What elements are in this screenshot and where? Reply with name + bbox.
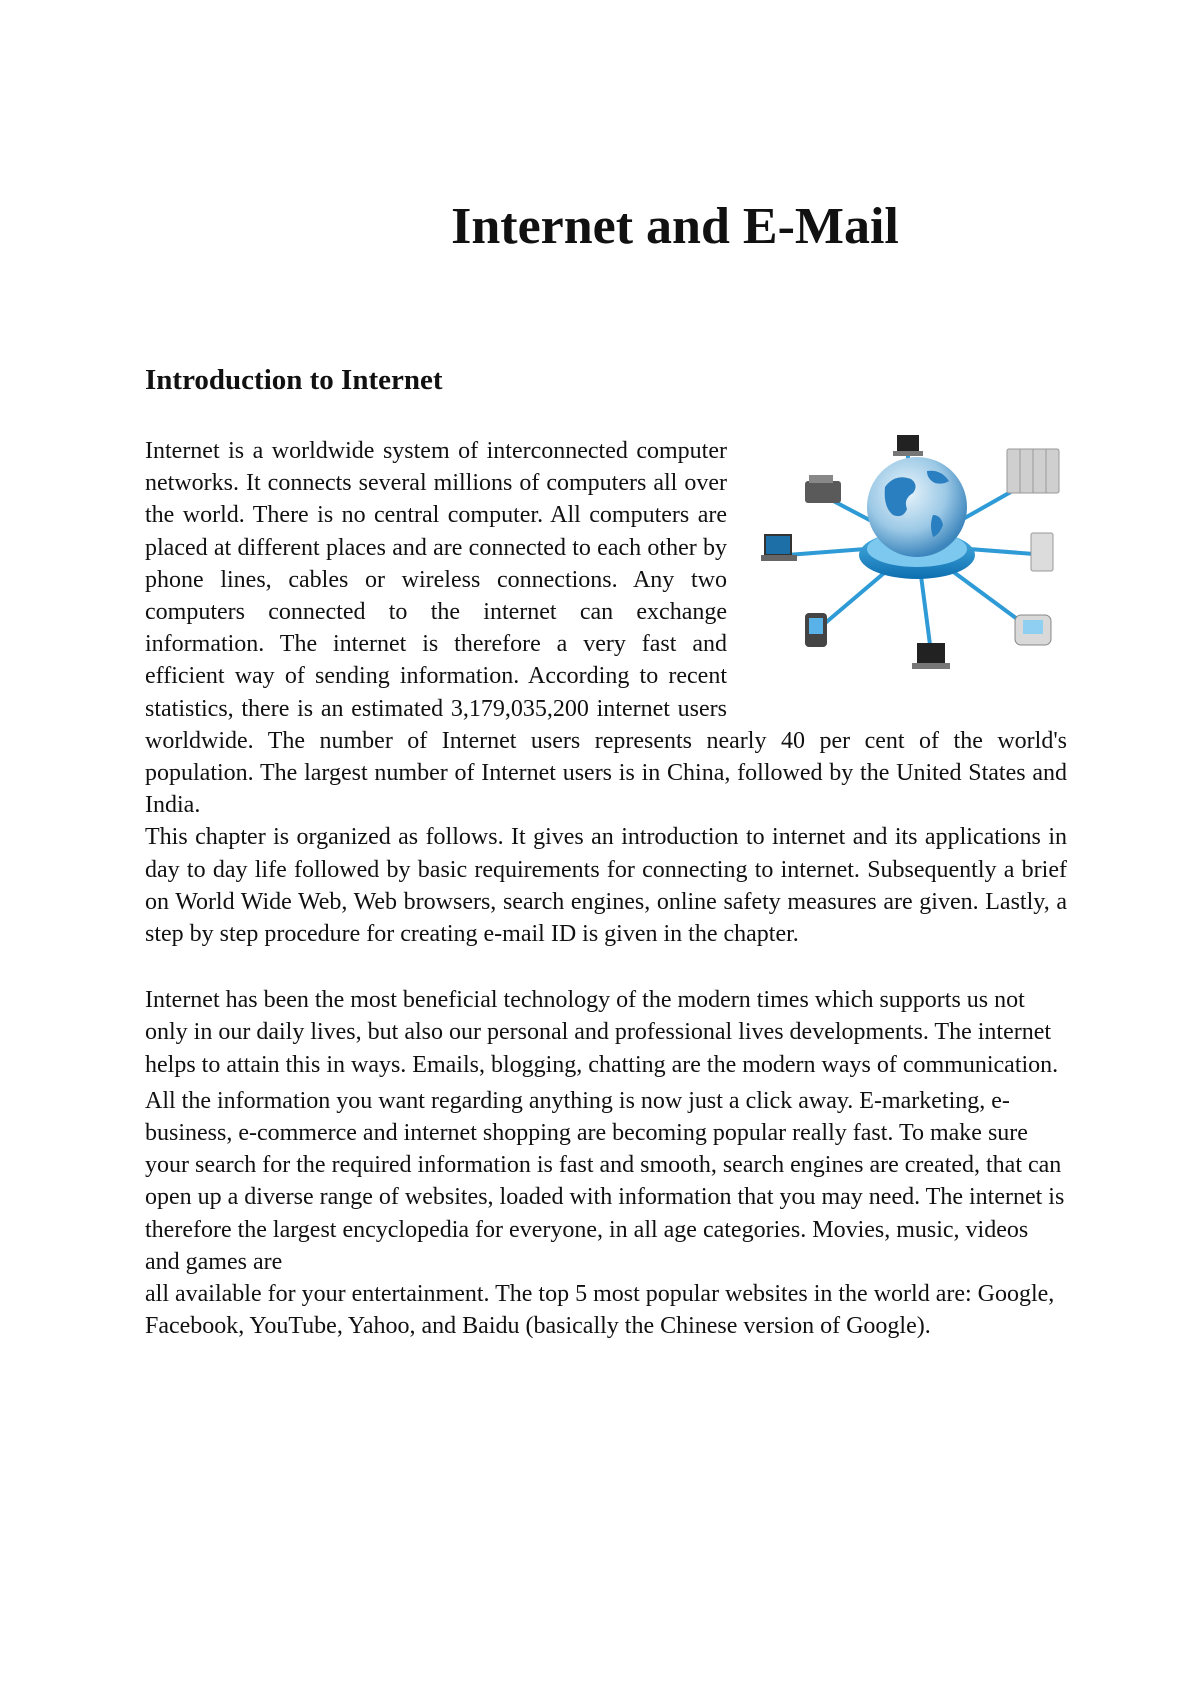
printer-paper (809, 475, 833, 483)
paragraph-2: This chapter is organized as follows. It gives an introduction to internet and its applications in day to day life followed by basic requirements for connecting to internet. Subsequently a brief on World Wide Web, Web browsers, search engines, online safety measures are given. Lastly, a step by step procedure for creating e-mail ID is given in the chapter. (145, 824, 1067, 948)
pda-screen (1023, 620, 1043, 634)
body-text (145, 435, 1067, 1342)
printer-icon (805, 481, 841, 503)
paragraph-4: All the information you want regarding anything is now just a click away. E-marketing, e-business, e-commerce and internet shopping are becoming popular really fast. To make sure your search for the required information is fast and smooth, search engines are created, that can open up a diverse range of websites, loaded with information that you may need. The internet is therefore the largest encyclopedia for everyone, in all age categories. Movies, music, videos and games are (145, 1087, 1065, 1275)
network-globe-image (757, 435, 1067, 693)
laptop-icon (897, 435, 919, 451)
page-title: Internet and E-Mail (451, 198, 899, 255)
paragraph-3: Internet has been the most beneficial technology of the modern times which supports us not only in our daily lives, but also our personal and professional lives developments. The internet helps to attain this in ways. Emails, blogging, chatting are the modern ways of communication. (145, 987, 1059, 1078)
section-heading: Introduction to Internet (145, 364, 443, 396)
phone-screen (809, 618, 823, 634)
laptop-bottom-base (912, 663, 950, 669)
network-globe-illustration (757, 435, 1067, 693)
paragraph-gap (145, 950, 1067, 984)
desktop-tower-icon (1031, 533, 1053, 571)
globe (867, 457, 967, 557)
laptop-bottom-icon (917, 643, 945, 663)
laptop-left-icon (765, 535, 791, 555)
paragraph-5: all available for your entertainment. The top 5 most popular websites in the world are: Google, Facebook, YouTube, Yahoo, and Baidu (basically the Chinese version of Google). (145, 1281, 1055, 1340)
laptop-left-base (761, 555, 797, 561)
paragraph-1: Internet is a worldwide system of interconnected computer networks. It connects several millions of computers all over the world. There is no central computer. All computers are placed at different places and are connected to each other by phone lines, cables or wireless connections. Any two computers connected to the internet can exchange information. The internet is therefore a very fast and efficient way of sending information. According to recent statistics, there is an estimated 3,179,035,200 internet users worldwide. The number of Internet users represents nearly 40 per cent of the world's population. The largest number of Internet users is in China, followed by the United States and India. (145, 438, 1067, 819)
laptop-base (893, 451, 923, 456)
